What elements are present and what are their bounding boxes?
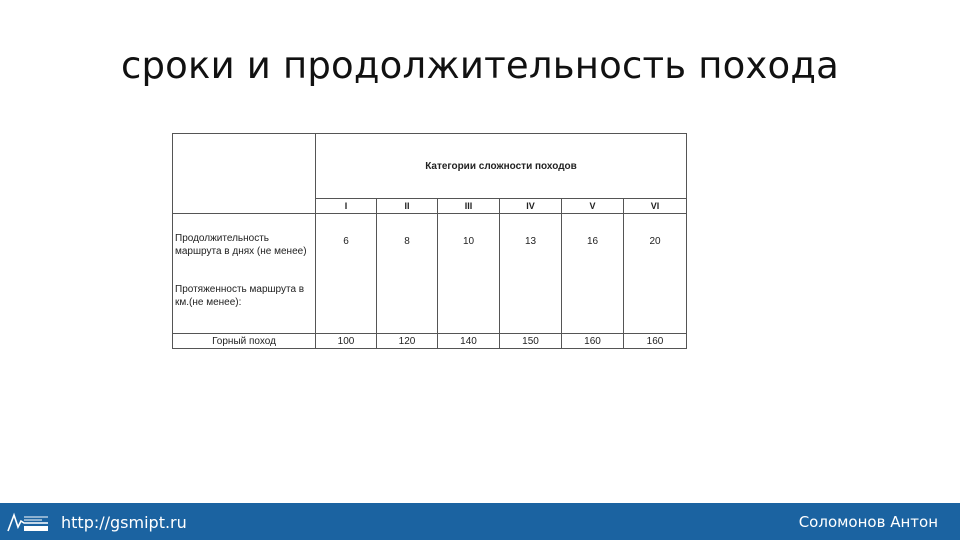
days-cell: 10 xyxy=(438,214,500,270)
km-cell xyxy=(316,269,377,334)
category-cell: IV xyxy=(500,199,562,214)
table-header-cell xyxy=(316,134,687,199)
table-corner-cell-lower xyxy=(173,199,316,214)
mountain-cell: 100 xyxy=(316,334,377,349)
footer-url-link[interactable]: http://gsmipt.ru xyxy=(61,513,187,532)
row-label-mountain: Горный поход xyxy=(173,334,316,349)
table-header-row xyxy=(173,134,687,199)
table-row xyxy=(173,214,687,270)
mountain-cell: 160 xyxy=(624,334,687,349)
km-cell xyxy=(438,269,500,334)
days-cell: 13 xyxy=(500,214,562,270)
row-label-days xyxy=(173,214,316,270)
footer-bar xyxy=(0,503,960,540)
category-cell: V xyxy=(562,199,624,214)
table-header-title: Категории сложности походов xyxy=(425,160,577,172)
mountain-cell: 150 xyxy=(500,334,562,349)
category-cell: I xyxy=(316,199,377,214)
page-title: сроки и продолжительность похода xyxy=(120,44,840,87)
km-cell xyxy=(377,269,438,334)
category-row xyxy=(173,199,687,214)
footer-author: Соломонов Антон xyxy=(798,513,938,531)
mountain-cell: 140 xyxy=(438,334,500,349)
days-cell: 6 xyxy=(316,214,377,270)
row-label-km-text: Протяженность маршрута в км.(не менее): xyxy=(175,284,305,308)
difficulty-table xyxy=(172,133,687,349)
mountain-cell: 120 xyxy=(377,334,438,349)
km-cell xyxy=(562,269,624,334)
km-cell xyxy=(624,269,687,334)
category-cell: II xyxy=(377,199,438,214)
days-cell: 8 xyxy=(377,214,438,270)
category-cell: VI xyxy=(624,199,687,214)
mountain-cell: 160 xyxy=(562,334,624,349)
days-cell: 16 xyxy=(562,214,624,270)
days-cell: 20 xyxy=(624,214,687,270)
table-row xyxy=(173,334,687,349)
category-cell: III xyxy=(438,199,500,214)
row-label-days-text: Продолжительность маршрута в днях (не менее) xyxy=(175,233,307,257)
km-cell xyxy=(500,269,562,334)
table-row xyxy=(173,269,687,334)
row-label-km xyxy=(173,269,316,334)
table-corner-cell xyxy=(173,134,316,199)
mipt-logo-icon xyxy=(6,511,50,535)
